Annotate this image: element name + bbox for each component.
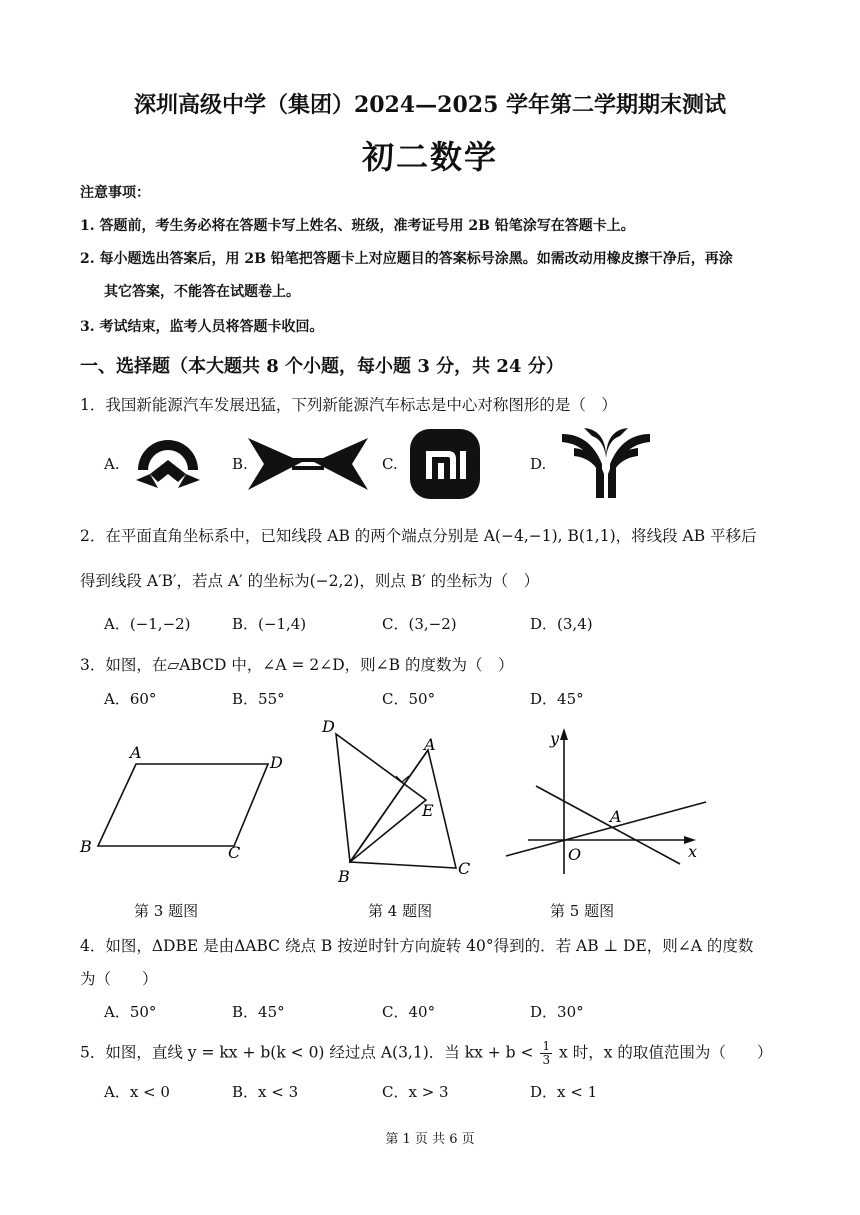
fig4-label-e: E [422, 801, 434, 820]
q3-option-c: C．50° [382, 690, 436, 708]
q5-option-d: D．x < 1 [530, 1083, 598, 1101]
q5-fraction-den: 3 [542, 1053, 551, 1067]
notice-heading: 注意事项： [80, 185, 150, 201]
q4-option-d: D．30° [530, 1003, 584, 1021]
q5-fraction [540, 1040, 552, 1067]
exam-subject: 初二数学 [361, 138, 498, 176]
q1-option-b-label: B. [232, 455, 248, 473]
q1-option-d-label: D. [530, 455, 547, 473]
notice-item-1: 1. 答题前，考生务必将在答题卡写上姓名、班级，准考证号用 2B 铅笔涂写在答题卡上。 [80, 218, 635, 234]
fig3-label-a: A [130, 743, 142, 762]
q5-fraction-num: 1 [542, 1039, 551, 1053]
fig4-label-a: A [424, 735, 436, 754]
q4-option-c: C．40° [382, 1003, 436, 1021]
q2-option-d: D．(3,4) [530, 615, 593, 633]
fig3-label-b: B [80, 837, 92, 856]
fig3-label-d: D [270, 753, 283, 772]
question-2-line-2: 得到线段 A′B′，若点 A′ 的坐标为(−2,2)，则点 B′ 的坐标为（ ） [80, 572, 540, 590]
q2-option-a: A．(−1,−2) [104, 615, 191, 633]
q4-option-a: A．50° [104, 1003, 157, 1021]
xpeng-logo-icon [248, 436, 368, 492]
fig3-label-c: C [228, 843, 241, 862]
q3-option-b: B．55° [232, 690, 285, 708]
notice-item-2b: 其它答案，不能答在试题卷上。 [104, 284, 300, 300]
fig4-label-c: C [458, 859, 471, 878]
question-1-stem: 1．我国新能源汽车发展迅猛，下列新能源汽车标志是中心对称图形的是（ ） [80, 396, 617, 414]
wuling-logo-icon [560, 428, 652, 500]
figure-4-caption: 第 4 题图 [368, 902, 433, 920]
q5-stem-post: x 时，x 的取值范围为（ ） [559, 1043, 773, 1062]
exam-title: 深圳高级中学（集团）2024—2025 学年第二学期期末测试 [133, 92, 727, 118]
fig5-label-o: O [568, 845, 582, 864]
figure-5-caption: 第 5 题图 [550, 902, 615, 920]
question-4-line-1: 4．如图，ΔDBE 是由ΔABC 绕点 B 按逆时针方向旋转 40°得到的．若 AB ⊥ DE，则∠A 的度数 [80, 937, 754, 955]
figure-3-caption: 第 3 题图 [134, 902, 199, 920]
nio-logo-icon [130, 430, 206, 496]
fig4-label-d: D [322, 717, 335, 736]
fig5-label-a: A [610, 807, 622, 826]
figure-5-coordinate-plot [500, 724, 710, 884]
q4-option-b: B．45° [232, 1003, 285, 1021]
notice-item-2a: 2. 每小题选出答案后，用 2B 铅笔把答题卡上对应题目的答案标号涂黑。如需改动用橡皮擦干净后，再涂 [80, 251, 733, 267]
xiaomi-logo-icon [410, 429, 480, 499]
fig4-label-b: B [338, 867, 350, 886]
q3-option-a: A．60° [104, 690, 157, 708]
q1-option-c-label: C. [382, 455, 398, 473]
question-5-stem [80, 1040, 772, 1067]
section-title: 一、选择题（本大题共 8 个小题，每小题 3 分，共 24 分） [80, 356, 564, 377]
q2-option-b: B．(−1,4) [232, 615, 307, 633]
q5-option-a: A．x < 0 [104, 1083, 170, 1101]
page-number: 第 1 页 共 6 页 [385, 1132, 475, 1147]
q2-option-c: C．(3,−2) [382, 615, 457, 633]
figure-3-parallelogram [78, 740, 288, 865]
figure-4-triangles [310, 712, 490, 892]
q3-option-d: D．45° [530, 690, 584, 708]
fig5-label-x: x [688, 842, 698, 861]
question-2-line-1: 2．在平面直角坐标系中，已知线段 AB 的两个端点分别是 A(−4,−1), B(1,1)，将线段 AB 平移后 [80, 527, 757, 545]
q5-option-c: C．x > 3 [382, 1083, 449, 1101]
question-3-stem: 3．如图，在▱ABCD 中，∠A = 2∠D，则∠B 的度数为（ ） [80, 656, 514, 674]
q5-option-b: B．x < 3 [232, 1083, 299, 1101]
fig5-label-y: y [550, 729, 560, 748]
q5-stem-pre: 5．如图，直线 y = kx + b(k < 0) 经过点 A(3,1)．当 kx + b < [80, 1043, 534, 1062]
question-4-line-2: 为（ ） [80, 970, 158, 988]
q1-option-a-label: A. [104, 455, 120, 473]
notice-item-3: 3. 考试结束，监考人员将答题卡收回。 [80, 319, 324, 335]
